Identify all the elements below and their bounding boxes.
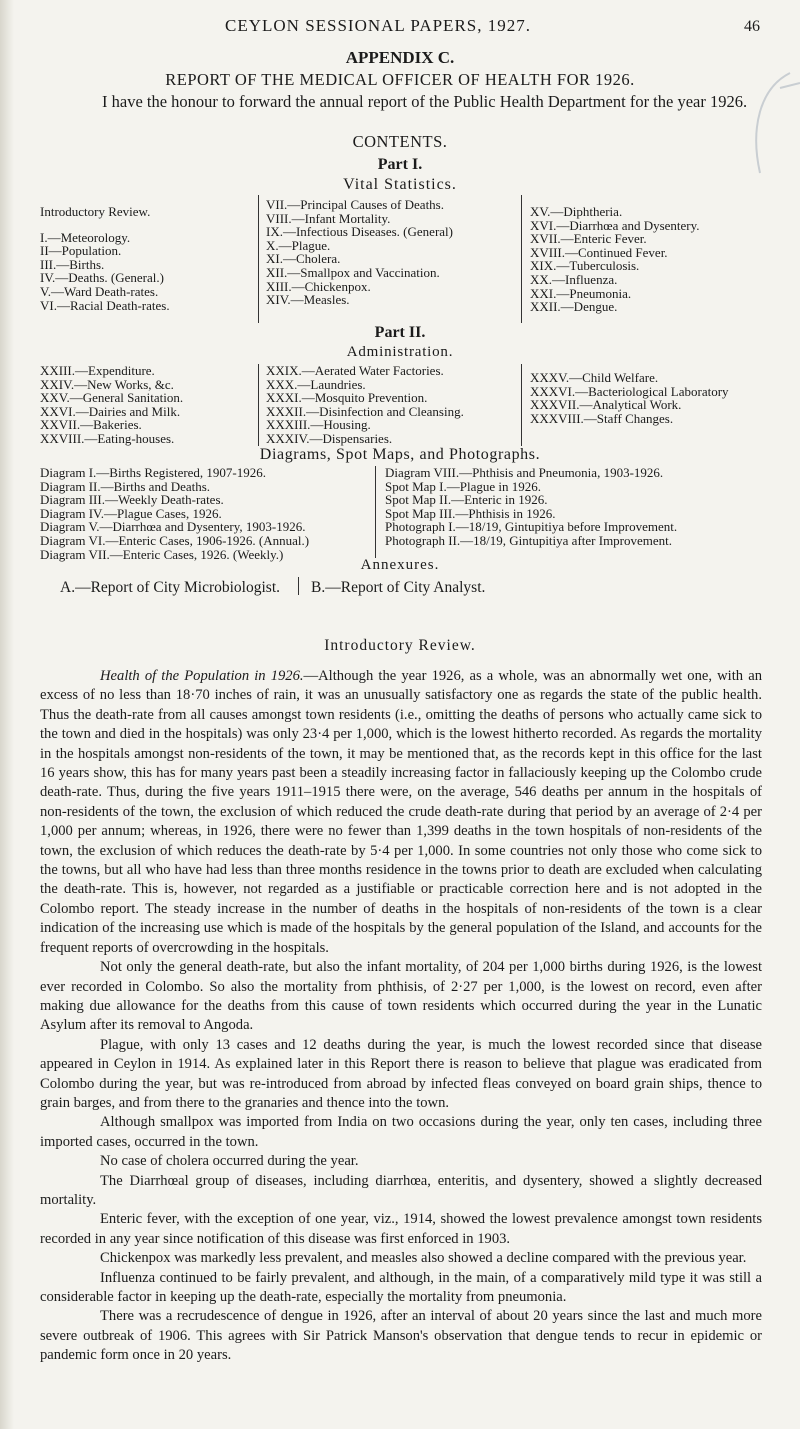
paragraph: Enteric fever, with the exception of one year, viz., 1914, showed the lowest prevalence amongst town residents recorded in any year since notification of this disease was first enforced in 1903. <box>40 1211 762 1247</box>
contents-item: XXXV.—Child Welfare. <box>530 370 659 385</box>
part2-col1 <box>40 364 183 446</box>
contents-item: XXXVI.—Bacteriological Laboratory <box>530 383 729 399</box>
diagram-item: Diagram III.—Weekly Death-rates. <box>40 492 224 508</box>
diagram-item: Spot Map III.—Phthisis in 1926. <box>385 505 556 521</box>
contents-item: XXXIV.—Dispensaries. <box>266 430 393 446</box>
paragraph: Chickenpox was markedly less prevalent, and measles also showed a decline compared with the previous year. <box>100 1250 747 1267</box>
diagram-item: Photograph I.—18/19, Gintupitiya before Improvement. <box>385 519 678 535</box>
contents-item: X.—Plague. <box>266 237 331 253</box>
contents-item: XIX.—Tuberculosis. <box>530 258 640 274</box>
contents-item: XX.—Influenza. <box>530 271 618 287</box>
contents-item: IX.—Infectious Diseases. (General) <box>266 224 453 240</box>
diagram-item: Diagram VII.—Enteric Cases, 1926. (Weekly.) <box>40 546 284 562</box>
introductory-review-body <box>40 667 762 1366</box>
diagram-item: Diagram I.—Births Registered, 1907-1926. <box>40 465 267 480</box>
column-divider <box>375 466 376 558</box>
contents-item: II—Population. <box>40 243 122 259</box>
contents-item: XXIX.—Aerated Water Factories. <box>266 363 444 378</box>
introductory-review-heading: Introductory Review. <box>324 637 476 654</box>
contents-item: III.—Births. <box>40 256 105 272</box>
column-divider <box>521 195 522 323</box>
contents-item: XXV.—General Sanitation. <box>40 390 184 406</box>
annexures-row <box>60 577 485 597</box>
page-edge-shadow <box>0 0 14 1429</box>
contents-item: V.—Ward Death-rates. <box>40 283 159 299</box>
contents-item: XXXVII.—Analytical Work. <box>530 397 682 413</box>
annexure-a: A.—Report of City Microbiologist. <box>60 579 281 596</box>
part2-subtitle: Administration. <box>346 344 454 360</box>
part1-title: Part I. <box>377 156 423 173</box>
part2-col3 <box>530 371 729 425</box>
contents-item: XVI.—Diarrhœa and Dysentery. <box>530 217 700 233</box>
report-title: REPORT OF THE MEDICAL OFFICER OF HEALTH FOR 1926. <box>165 70 635 89</box>
diagrams-left <box>40 466 309 561</box>
contents-item: VIII.—Infant Mortality. <box>266 210 391 226</box>
annexure-divider <box>298 577 299 595</box>
paragraph: The Diarrhœal group of diseases, including diarrhœa, enteritis, and dysentery, showed a slightly decreased mortality. <box>40 1172 762 1208</box>
contents-item: XXX.—Laundries. <box>266 376 366 392</box>
running-header <box>40 16 760 40</box>
contents-item: VI.—Racial Death-rates. <box>40 297 170 313</box>
paragraph: There was a recrudescence of dengue in 1926, after an interval of about 20 years since the last and much more severe outbreak of 1906. This agrees with Sir Patrick Manson's observation that dengue tends to recur in epidemic or pandemic form once in 20 years. <box>40 1308 762 1364</box>
column-divider <box>521 364 522 446</box>
contents-item: XII.—Smallpox and Vaccination. <box>266 264 440 280</box>
paragraph: Not only the general death-rate, but also the infant mortality, of 204 per 1,000 births during 1926, is the lowest ever recorded in Colombo. So also the mortality from phthisis, of 2·27 per 1,000, is the lowest on record, even after making due allowance for the deaths from this cause of town residents which occurred during the year in the Lunatic Asylum after its removal to Angoda. <box>40 959 762 1034</box>
contents-heading: CONTENTS. <box>352 132 448 151</box>
diagrams-heading: Diagrams, Spot Maps, and Photographs. <box>259 446 541 463</box>
paragraph: Influenza continued to be fairly prevalent, and although, in the main, of a comparatively mild type it was still a considerable factor in keeping up the death-rate, especially the mortality from pneumonia. <box>40 1269 762 1305</box>
page-number: 46 <box>744 18 760 35</box>
paragraph: No case of cholera occurred during the year. <box>100 1153 359 1170</box>
contents-item: XXI.—Pneumonia. <box>530 285 632 301</box>
column-divider <box>258 195 259 323</box>
contents-item: XIII.—Chickenpox. <box>266 278 371 294</box>
contents-item: Introductory Review. <box>40 204 151 219</box>
contents-item: I.—Meteorology. <box>40 229 131 245</box>
contents-item: XXXII.—Disinfection and Cleansing. <box>266 403 464 419</box>
diagram-item: Diagram VIII.—Phthisis and Pneumonia, 1903-1926. <box>385 465 664 480</box>
diagram-item: Spot Map II.—Enteric in 1926. <box>385 492 548 508</box>
annexure-b: B.—Report of City Analyst. <box>311 579 486 596</box>
diagram-item: Diagram V.—Diarrhœa and Dysentery, 1903-1926. <box>40 519 306 535</box>
diagram-item: Diagram VI.—Enteric Cases, 1906-1926. (Annual.) <box>40 532 310 548</box>
paragraph-text: —Although the year 1926, as a whole, was an abnormally wet one, with an excess of no less than 18·70 inches of rain, it was an unusually satisfactory one as regards the state of the public health. Thus the death-rate from all causes amongst town residents (i.e., omitting the deaths of persons who actually came sick to the town and died in the hospitals) was only 23·4 per 1,000, which is the lowest hitherto recorded. As regards the mortality in the hospitals amongst non-residents of the town, it may be mentioned that, as the records kept in this office for the last 16 years show, this has for many years past been a steadily increasing factor in fallaciously keeping up the Colombo crude death-rate. Thus, during the five years 1911–1915 there were, on the average, 546 deaths per annum in the hospitals of non-residents of the town, the exclusion of which reduced the crude death-rate during that period by an average of 2·4 per 1,000 per annum; whereas, in 1926, there were no fewer than 1,399 deaths in the town hospitals of non-residents of the town, the exclusion of which reduces the death-rate by 5·4 per 1,000. In some countries not only those who come sick to the towns, but all who have had less than three months residence in the towns prior to death are excluded when calculating the death-rate. This is, however, not regarded as a justifiable or practicable correction here and is not adopted in the Colombo report. The steady increase in the number of deaths in the hospitals of non-residents of the town is a clear indication of the increasing use which is made of the hospitals by the general population of the Island, and accounts for the frequent reports of overcrowding in the hospitals. <box>40 668 762 956</box>
paragraph-title: Health of the Population in 1926. <box>100 668 304 684</box>
part1-col2 <box>266 198 453 307</box>
diagram-item: Diagram II.—Births and Deaths. <box>40 478 211 494</box>
contents-item: XI.—Cholera. <box>266 251 341 267</box>
intro-sentence: I have the honour to forward the annual report of the Public Health Department for the year 1926. <box>102 92 748 111</box>
contents-item: XXVII.—Bakeries. <box>40 417 142 433</box>
paragraph <box>40 667 762 958</box>
contents-item: XXXIII.—Housing. <box>266 417 371 433</box>
diagrams-right <box>385 466 677 548</box>
contents-item: XXVIII.—Eating-houses. <box>40 430 175 446</box>
contents-item: XXIII.—Expenditure. <box>40 363 155 378</box>
diagram-item: Spot Map I.—Plague in 1926. <box>385 478 541 494</box>
diagram-item: Diagram IV.—Plague Cases, 1926. <box>40 505 222 521</box>
contents-item: IV.—Deaths. (General.) <box>40 270 164 286</box>
part1-col1 <box>40 205 170 312</box>
contents-item: XVIII.—Continued Fever. <box>530 244 668 260</box>
paragraph: Although smallpox was imported from India on two occasions during the year, only ten cases, including three imported cases, occurred in the town. <box>40 1114 762 1150</box>
paragraph: Plague, with only 13 cases and 12 deaths during the year, is much the lowest recorded since that disease appeared in Ceylon in 1914. As explained later in this Report there is reason to believe that plague was eradicated from Colombo during the year, but was re-introduced from abroad by infected fleas conveyed on board grain ships, thence to grain barges, and from there to the granaries and thence into the town. <box>40 1036 762 1111</box>
part1-col3 <box>530 205 700 314</box>
part2-col2 <box>266 364 464 446</box>
contents-item: XXII.—Dengue. <box>530 299 618 315</box>
contents-item: XXVI.—Dairies and Milk. <box>40 403 181 419</box>
running-title: CEYLON SESSIONAL PAPERS, 1927. <box>225 16 531 35</box>
contents-item: XXXVIII.—Staff Changes. <box>530 410 674 426</box>
contents-item: XXIV.—New Works, &c. <box>40 376 174 392</box>
contents-item: XVII.—Enteric Fever. <box>530 231 647 247</box>
contents-item: XV.—Diphtheria. <box>530 204 623 219</box>
contents-item: VII.—Principal Causes of Deaths. <box>266 197 444 212</box>
column-divider <box>258 364 259 446</box>
contents-item: XIV.—Measles. <box>266 292 350 308</box>
appendix-heading: APPENDIX C. <box>345 48 455 67</box>
contents-item: XXXI.—Mosquito Prevention. <box>266 390 428 406</box>
diagram-item: Photograph II.—18/19, Gintupitiya after Improvement. <box>385 532 673 548</box>
part1-subtitle: Vital Statistics. <box>343 176 457 193</box>
annexures-heading: Annexures. <box>360 557 440 573</box>
part2-title: Part II. <box>374 324 426 341</box>
